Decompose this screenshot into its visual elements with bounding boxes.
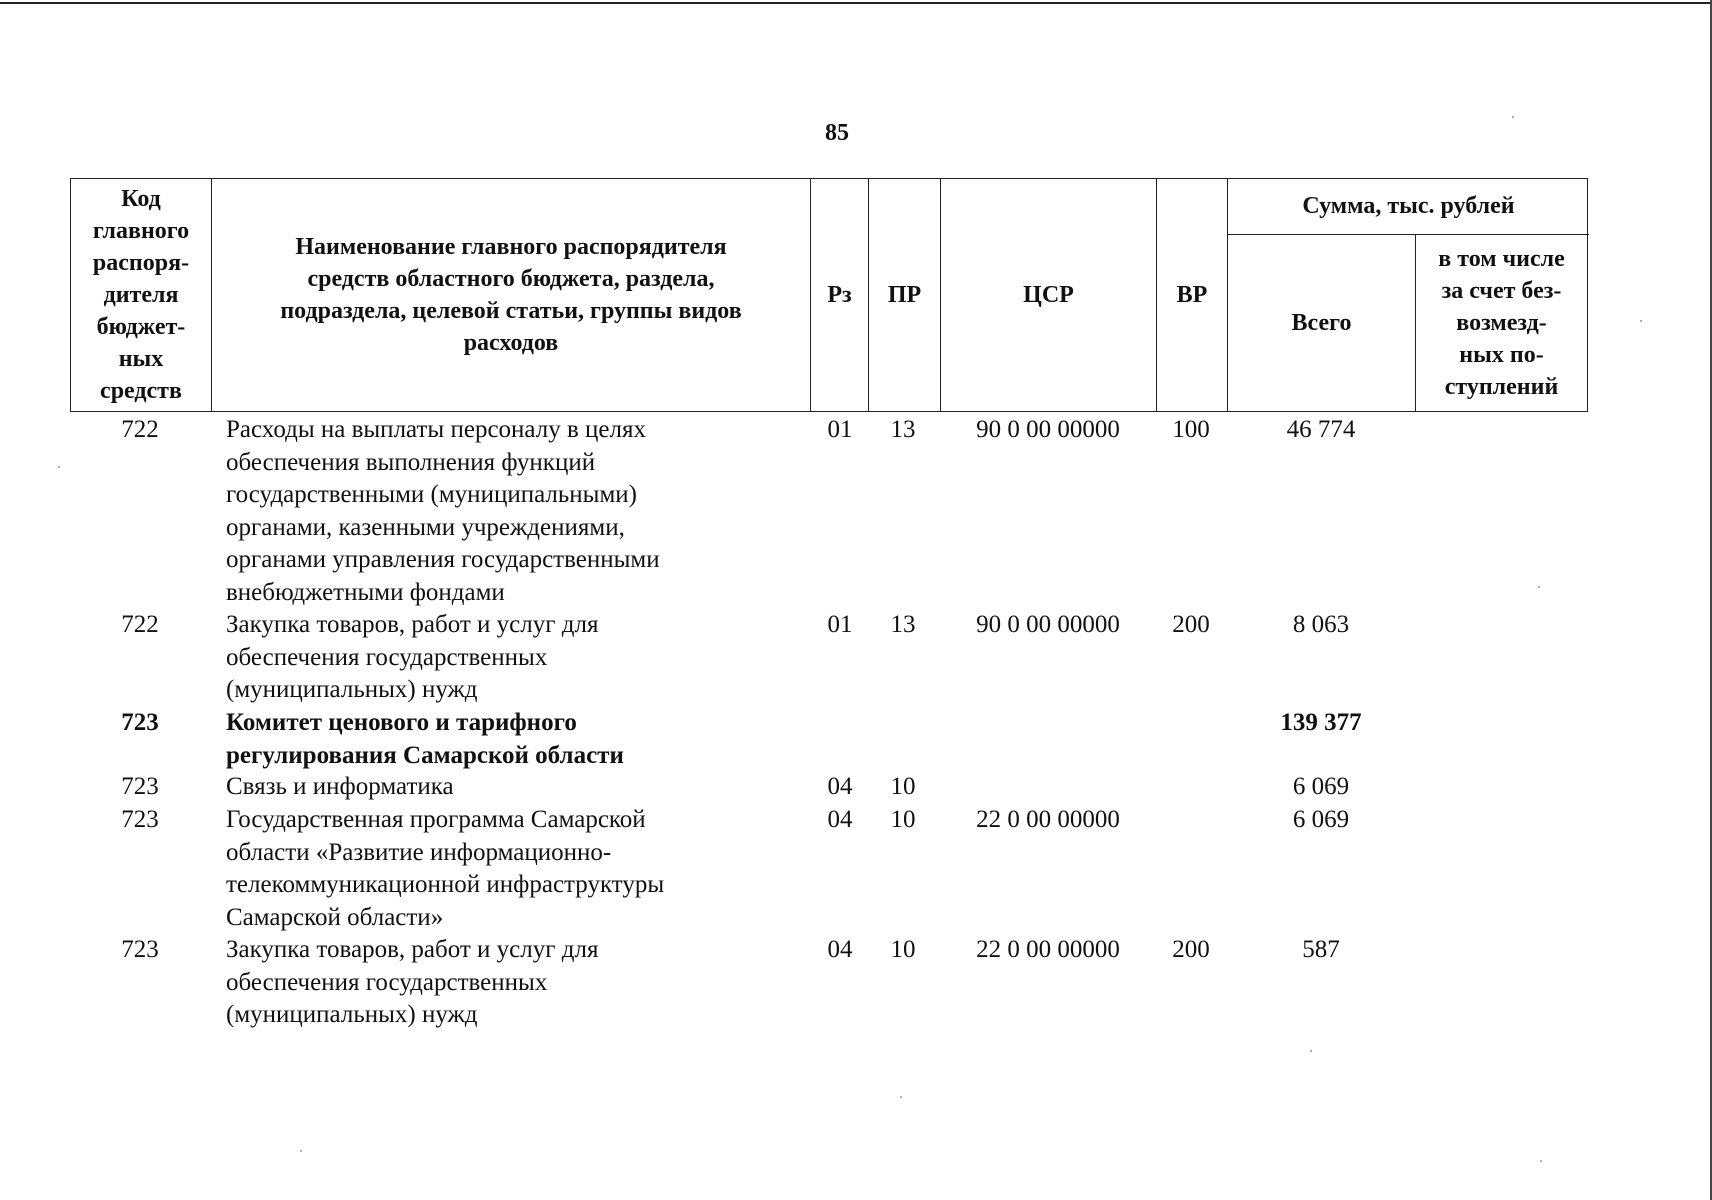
header-code-line: дителя	[103, 282, 179, 308]
row-name-line: органами, казенными учреждениями,	[226, 513, 625, 541]
header-total: Всего	[1228, 235, 1416, 411]
row-pr: 10	[890, 806, 916, 833]
row-name-line: Комитет ценового и тарифного	[226, 709, 577, 736]
header-code-line: Код	[121, 186, 161, 212]
row-name-line: внебюджетными фондами	[226, 578, 505, 606]
row-code: 723	[121, 806, 159, 833]
row-rz: 04	[827, 806, 853, 833]
row-csr: 90 0 00 00000	[976, 611, 1120, 638]
row-csr: 22 0 00 00000	[976, 936, 1120, 963]
header-vr: ВР	[1157, 179, 1228, 411]
header-rz: Рз	[811, 179, 869, 411]
row-name-line: органами управления государственными	[226, 546, 660, 573]
row-total: 8 063	[1292, 611, 1350, 638]
header-incl-line: в том числе	[1438, 246, 1565, 272]
row-rz: 01	[827, 416, 853, 443]
row-name-line: регулирования Самарской области	[226, 741, 624, 769]
row-rz: 04	[827, 773, 853, 800]
row-code: 722	[121, 416, 159, 443]
scan-speck	[1640, 320, 1642, 322]
row-name-line: Расходы на выплаты персоналу в целях	[226, 416, 646, 443]
header-incl-line: ступлений	[1444, 374, 1559, 400]
header-name-lines	[280, 231, 741, 359]
row-name	[226, 771, 746, 804]
header-name-line: средств областного бюджета, раздела,	[307, 266, 715, 292]
header-code-lines	[93, 183, 189, 407]
row-name-line: обеспечения государственных	[226, 643, 548, 671]
row-total: 6 069	[1292, 806, 1350, 833]
scan-speck	[300, 1150, 302, 1152]
scan-speck	[1512, 116, 1514, 118]
row-total: 587	[1302, 936, 1340, 963]
row-pr: 10	[890, 936, 916, 963]
row-name-line: обеспечения выполнения функций	[226, 448, 596, 476]
row-name-line: Самарской области»	[226, 903, 444, 931]
header-incl-line: ных по-	[1459, 342, 1544, 368]
row-code: 722	[121, 611, 159, 638]
header-code-line: средств	[100, 378, 182, 404]
row-vr: 200	[1172, 611, 1210, 638]
row-name-line: области «Развитие информационно-	[226, 838, 612, 866]
header-code	[71, 179, 212, 411]
header-incl-line: возмезд-	[1456, 310, 1547, 336]
top-border-line	[0, 2, 1712, 4]
header-code-line: распоря-	[92, 250, 190, 276]
row-name-line: обеспечения государственных	[226, 968, 548, 996]
header-pr: ПР	[869, 179, 941, 411]
row-name	[226, 414, 746, 609]
row-total: 6 069	[1292, 773, 1350, 800]
row-name-line: государственными (муниципальными)	[226, 481, 637, 508]
header-code-line: бюджет-	[96, 314, 186, 340]
row-csr: 22 0 00 00000	[976, 806, 1120, 833]
header-incl-lines	[1438, 243, 1564, 403]
scan-speck	[900, 1096, 902, 1098]
header-incl	[1416, 235, 1587, 411]
row-rz: 04	[827, 936, 853, 963]
header-name-line: Наименование главного распорядителя	[295, 234, 727, 260]
row-name-line: (муниципальных) нужд	[226, 1001, 478, 1028]
row-name	[226, 609, 746, 707]
row-name	[226, 804, 746, 934]
row-name-line: Закупка товаров, работ и услуг для	[226, 611, 599, 638]
row-pr: 13	[890, 416, 916, 443]
row-pr: 13	[890, 611, 916, 638]
row-name	[226, 707, 746, 772]
scan-speck	[1540, 1160, 1542, 1162]
row-vr: 100	[1172, 416, 1210, 443]
header-code-line: ных	[118, 346, 164, 372]
row-name-line: Государственная программа Самарской	[226, 806, 646, 833]
row-code: 723	[121, 773, 159, 800]
row-name-line: Связь и информатика	[226, 773, 454, 800]
row-name	[226, 934, 746, 1032]
header-name-line: подраздела, целевой статьи, группы видов	[280, 298, 742, 324]
table-header	[70, 178, 1588, 412]
row-csr: 90 0 00 00000	[976, 416, 1120, 443]
header-incl-line: за счет без-	[1441, 278, 1562, 304]
header-sum: Сумма, тыс. рублей	[1228, 179, 1589, 235]
row-pr: 10	[890, 773, 916, 800]
row-code: 723	[121, 936, 159, 963]
row-vr: 200	[1172, 936, 1210, 963]
row-name-line: телекоммуникационной инфраструктуры	[226, 871, 665, 898]
scan-speck	[1310, 1050, 1312, 1052]
page-number: 85	[825, 120, 849, 146]
scan-speck	[1538, 586, 1540, 588]
row-total: 46 774	[1286, 416, 1356, 443]
scan-speck	[58, 466, 60, 468]
row-code: 723	[121, 709, 159, 736]
row-name-line: Закупка товаров, работ и услуг для	[226, 936, 599, 963]
row-total: 139 377	[1280, 709, 1362, 736]
header-name	[212, 179, 811, 411]
row-rz: 01	[827, 611, 853, 638]
header-name-line: расходов	[463, 330, 559, 356]
row-name-line: (муниципальных) нужд	[226, 676, 478, 703]
header-csr: ЦСР	[941, 179, 1157, 411]
header-code-line: главного	[92, 218, 190, 244]
